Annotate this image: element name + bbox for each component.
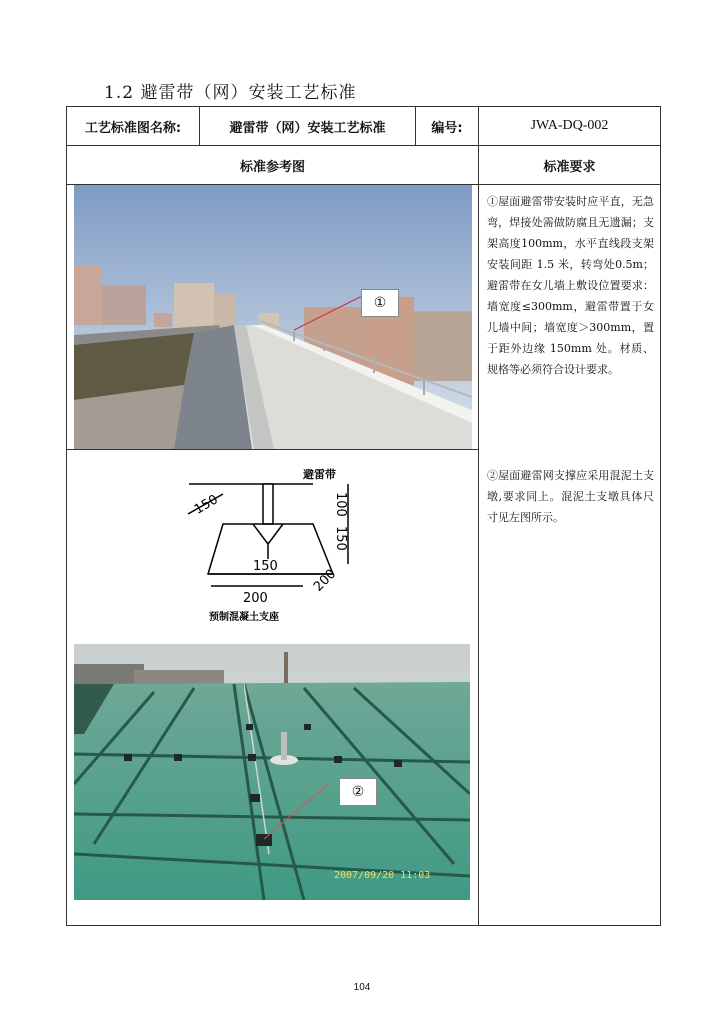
callout-2: ② [339, 778, 377, 806]
drawing-dim-top: 150 [191, 492, 221, 519]
drawing-photo2-cell [67, 450, 479, 926]
req-header: 标准要求 [479, 146, 661, 185]
requirement-2: ②屋面避雷网支撑应采用混泥土支墩,要求同上。混泥土支墩具体尺寸见左图所示。 [487, 469, 654, 525]
drawing-dim-bottom: 200 [243, 591, 268, 607]
ref-header: 标准参考图 [67, 146, 479, 185]
rooftop-parapet-photo [74, 185, 472, 449]
requirements-cell [479, 185, 661, 926]
drawing-dim-middle: 150 [253, 559, 278, 575]
code-label: 编号: [416, 107, 479, 146]
callout-1: ① [361, 289, 399, 317]
name-label: 工艺标准图名称: [67, 107, 200, 146]
drawing-title: 避雷带 [303, 468, 336, 482]
page-number: 104 [353, 982, 371, 993]
drawing-caption: 预制混凝土支座 [209, 612, 279, 624]
photo-timestamp: 2007/09/20 11:03 [334, 870, 431, 882]
photo1-cell [67, 185, 479, 450]
section-heading: 1.2 避雷带（网）安装工艺标准 [104, 83, 357, 103]
green-roof-photo [74, 644, 470, 900]
requirement-1: ①屋面避雷带安装时应平直，无急弯，焊接处需做防腐且无遗漏；支架高度100mm，水平直线段支架安装间距 1.5 米，转弯处0.5m；避雷带在女儿墙上敷设位置要求：墙宽度≤300mm，避雷带置于女儿墙中间；墙宽度＞300mm，置于距外边缘 150mm 处。材质、规格等必须符合设计要求。 [487, 195, 654, 377]
standard-table [66, 106, 661, 926]
concrete-support-drawing [183, 464, 363, 624]
drawing-dim-right2: 150 [333, 526, 348, 552]
drawing-dim-right: 100 [333, 492, 348, 518]
code-value: JWA-DQ-002 [479, 107, 661, 146]
name-value: 避雷带（网）安装工艺标准 [200, 107, 416, 146]
drawing-dim-slant: 200 [310, 566, 340, 596]
